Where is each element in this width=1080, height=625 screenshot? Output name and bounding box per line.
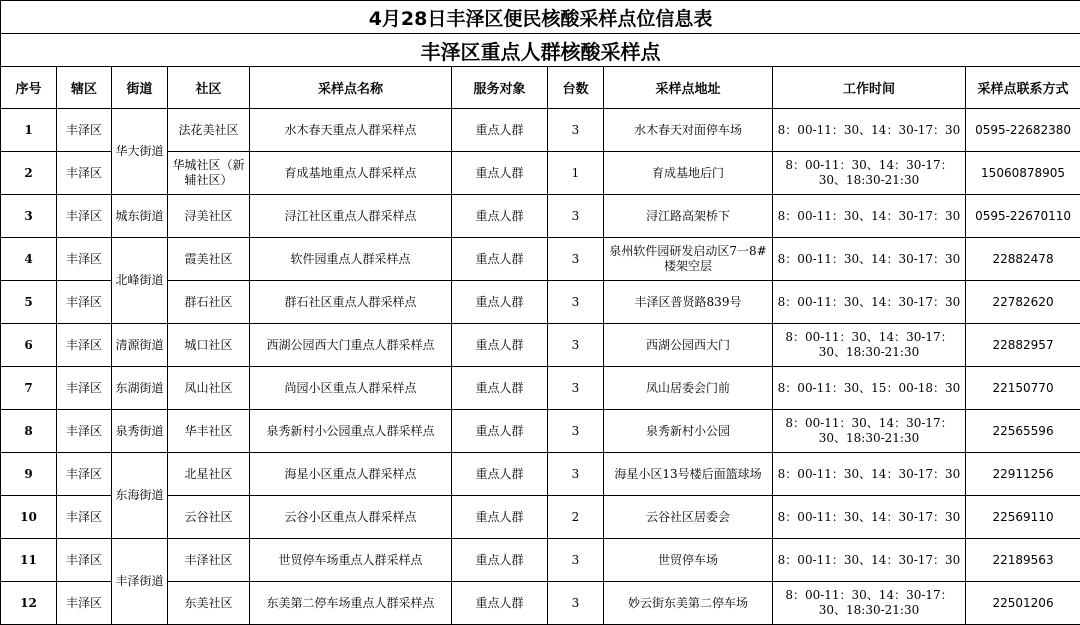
table-row bbox=[1, 195, 1080, 238]
cell-contact: 0595-22682380 bbox=[966, 109, 1080, 152]
cell-hours: 8：00-11：30、14：30-17：30 bbox=[773, 496, 966, 539]
cell-hours: 8：00-11：30、15：00-18：30 bbox=[773, 367, 966, 410]
cell-hours: 8：00-11：30、14：30-17：30 bbox=[773, 453, 966, 496]
cell-hours: 8：00-11：30、14：30-17：30 bbox=[773, 238, 966, 281]
cell-district: 丰泽区 bbox=[57, 281, 112, 324]
cell-community: 城口社区 bbox=[168, 324, 250, 367]
cell-hours: 8：00-11：30、14：30-17：30、18:30-21:30 bbox=[773, 152, 966, 195]
cell-district: 丰泽区 bbox=[57, 453, 112, 496]
table-row bbox=[1, 109, 1080, 152]
cell-district: 丰泽区 bbox=[57, 109, 112, 152]
table-row bbox=[1, 367, 1080, 410]
cell-count: 3 bbox=[548, 367, 604, 410]
cell-seq: 6 bbox=[1, 324, 57, 367]
cell-address: 世贸停车场 bbox=[604, 539, 773, 582]
table-row bbox=[1, 453, 1080, 496]
table-subtitle: 丰泽区重点人群核酸采样点 bbox=[1, 34, 1080, 67]
cell-street: 城东街道 bbox=[112, 195, 168, 238]
header-row bbox=[1, 67, 1080, 109]
header-district: 辖区 bbox=[57, 67, 112, 109]
cell-contact: 15060878905 bbox=[966, 152, 1080, 195]
cell-address: 泉秀新村小公园 bbox=[604, 410, 773, 453]
cell-service-target: 重点人群 bbox=[452, 496, 548, 539]
cell-address: 海星小区13号楼后面篮球场 bbox=[604, 453, 773, 496]
cell-site-name: 软件园重点人群采样点 bbox=[250, 238, 452, 281]
cell-street: 泉秀街道 bbox=[112, 410, 168, 453]
cell-address: 育成基地后门 bbox=[604, 152, 773, 195]
cell-count: 3 bbox=[548, 539, 604, 582]
cell-contact: 0595-22670110 bbox=[966, 195, 1080, 238]
table-row bbox=[1, 539, 1080, 582]
cell-address: 西湖公园西大门 bbox=[604, 324, 773, 367]
cell-hours: 8：00-11：30、14：30-17：30、18:30-21:30 bbox=[773, 582, 966, 625]
cell-seq: 2 bbox=[1, 152, 57, 195]
header-contact: 采样点联系方式 bbox=[966, 67, 1080, 109]
cell-count: 3 bbox=[548, 582, 604, 625]
cell-community: 丰泽社区 bbox=[168, 539, 250, 582]
cell-address: 妙云街东美第二停车场 bbox=[604, 582, 773, 625]
cell-seq: 11 bbox=[1, 539, 57, 582]
cell-district: 丰泽区 bbox=[57, 410, 112, 453]
cell-service-target: 重点人群 bbox=[452, 453, 548, 496]
cell-address: 云谷社区居委会 bbox=[604, 496, 773, 539]
cell-district: 丰泽区 bbox=[57, 238, 112, 281]
cell-district: 丰泽区 bbox=[57, 582, 112, 625]
cell-site-name: 尚园小区重点人群采样点 bbox=[250, 367, 452, 410]
cell-community: 云谷社区 bbox=[168, 496, 250, 539]
cell-contact: 22911256 bbox=[966, 453, 1080, 496]
cell-street: 清源街道 bbox=[112, 324, 168, 367]
cell-count: 2 bbox=[548, 496, 604, 539]
table-row bbox=[1, 324, 1080, 367]
cell-service-target: 重点人群 bbox=[452, 539, 548, 582]
cell-community: 浔美社区 bbox=[168, 195, 250, 238]
cell-count: 3 bbox=[548, 281, 604, 324]
cell-district: 丰泽区 bbox=[57, 195, 112, 238]
cell-contact: 22501206 bbox=[966, 582, 1080, 625]
cell-seq: 1 bbox=[1, 109, 57, 152]
cell-count: 1 bbox=[548, 152, 604, 195]
cell-community: 霞美社区 bbox=[168, 238, 250, 281]
cell-seq: 4 bbox=[1, 238, 57, 281]
cell-count: 3 bbox=[548, 109, 604, 152]
cell-service-target: 重点人群 bbox=[452, 410, 548, 453]
cell-seq: 8 bbox=[1, 410, 57, 453]
header-community: 社区 bbox=[168, 67, 250, 109]
cell-hours: 8：00-11：30、14：30-17：30 bbox=[773, 281, 966, 324]
cell-district: 丰泽区 bbox=[57, 539, 112, 582]
cell-site-name: 群石社区重点人群采样点 bbox=[250, 281, 452, 324]
cell-district: 丰泽区 bbox=[57, 367, 112, 410]
cell-community: 凤山社区 bbox=[168, 367, 250, 410]
cell-count: 3 bbox=[548, 238, 604, 281]
header-count: 台数 bbox=[548, 67, 604, 109]
cell-hours: 8：00-11：30、14：30-17：30 bbox=[773, 195, 966, 238]
cell-address: 丰泽区普贤路839号 bbox=[604, 281, 773, 324]
cell-seq: 7 bbox=[1, 367, 57, 410]
cell-community: 法花美社区 bbox=[168, 109, 250, 152]
header-service-target: 服务对象 bbox=[452, 67, 548, 109]
cell-service-target: 重点人群 bbox=[452, 281, 548, 324]
cell-contact: 22565596 bbox=[966, 410, 1080, 453]
cell-contact: 22189563 bbox=[966, 539, 1080, 582]
header-site-name: 采样点名称 bbox=[250, 67, 452, 109]
header-address: 采样点地址 bbox=[604, 67, 773, 109]
cell-hours: 8：00-11：30、14：30-17：30、18:30-21:30 bbox=[773, 324, 966, 367]
table-row bbox=[1, 410, 1080, 453]
cell-hours: 8：00-11：30、14：30-17：30 bbox=[773, 109, 966, 152]
cell-contact: 22150770 bbox=[966, 367, 1080, 410]
cell-site-name: 育成基地重点人群采样点 bbox=[250, 152, 452, 195]
cell-address: 凤山居委会门前 bbox=[604, 367, 773, 410]
cell-address: 泉州软件园研发启动区7一8#楼架空层 bbox=[604, 238, 773, 281]
cell-street: 丰泽街道 bbox=[112, 539, 168, 625]
cell-district: 丰泽区 bbox=[57, 496, 112, 539]
cell-community: 北星社区 bbox=[168, 453, 250, 496]
cell-service-target: 重点人群 bbox=[452, 582, 548, 625]
cell-service-target: 重点人群 bbox=[452, 152, 548, 195]
cell-seq: 10 bbox=[1, 496, 57, 539]
cell-community: 华丰社区 bbox=[168, 410, 250, 453]
cell-address: 水木春天对面停车场 bbox=[604, 109, 773, 152]
cell-service-target: 重点人群 bbox=[452, 367, 548, 410]
cell-service-target: 重点人群 bbox=[452, 195, 548, 238]
cell-contact: 22569110 bbox=[966, 496, 1080, 539]
cell-site-name: 西湖公园西大门重点人群采样点 bbox=[250, 324, 452, 367]
header-hours: 工作时间 bbox=[773, 67, 966, 109]
cell-contact: 22882478 bbox=[966, 238, 1080, 281]
cell-site-name: 东美第二停车场重点人群采样点 bbox=[250, 582, 452, 625]
cell-seq: 5 bbox=[1, 281, 57, 324]
cell-street: 北峰街道 bbox=[112, 238, 168, 324]
cell-contact: 22882957 bbox=[966, 324, 1080, 367]
cell-street: 华大街道 bbox=[112, 109, 168, 195]
table-title: 4月28日丰泽区便民核酸采样点位信息表 bbox=[1, 1, 1080, 34]
header-street: 街道 bbox=[112, 67, 168, 109]
cell-seq: 3 bbox=[1, 195, 57, 238]
cell-community: 东美社区 bbox=[168, 582, 250, 625]
cell-count: 3 bbox=[548, 453, 604, 496]
cell-contact: 22782620 bbox=[966, 281, 1080, 324]
cell-district: 丰泽区 bbox=[57, 152, 112, 195]
cell-community: 华城社区（新辅社区） bbox=[168, 152, 250, 195]
header-seq: 序号 bbox=[1, 67, 57, 109]
cell-address: 浔江路高架桥下 bbox=[604, 195, 773, 238]
cell-site-name: 水木春天重点人群采样点 bbox=[250, 109, 452, 152]
cell-seq: 9 bbox=[1, 453, 57, 496]
cell-service-target: 重点人群 bbox=[452, 324, 548, 367]
cell-count: 3 bbox=[548, 410, 604, 453]
cell-site-name: 浔江社区重点人群采样点 bbox=[250, 195, 452, 238]
cell-site-name: 云谷小区重点人群采样点 bbox=[250, 496, 452, 539]
cell-street: 东海街道 bbox=[112, 453, 168, 539]
table-row bbox=[1, 238, 1080, 281]
cell-site-name: 泉秀新村小公园重点人群采样点 bbox=[250, 410, 452, 453]
cell-street: 东湖街道 bbox=[112, 367, 168, 410]
cell-count: 3 bbox=[548, 324, 604, 367]
cell-district: 丰泽区 bbox=[57, 324, 112, 367]
cell-service-target: 重点人群 bbox=[452, 109, 548, 152]
cell-site-name: 世贸停车场重点人群采样点 bbox=[250, 539, 452, 582]
cell-count: 3 bbox=[548, 195, 604, 238]
cell-service-target: 重点人群 bbox=[452, 238, 548, 281]
cell-seq: 12 bbox=[1, 582, 57, 625]
cell-community: 群石社区 bbox=[168, 281, 250, 324]
cell-site-name: 海星小区重点人群采样点 bbox=[250, 453, 452, 496]
cell-hours: 8：00-11：30、14：30-17：30 bbox=[773, 539, 966, 582]
cell-hours: 8：00-11：30、14：30-17：30、18:30-21:30 bbox=[773, 410, 966, 453]
